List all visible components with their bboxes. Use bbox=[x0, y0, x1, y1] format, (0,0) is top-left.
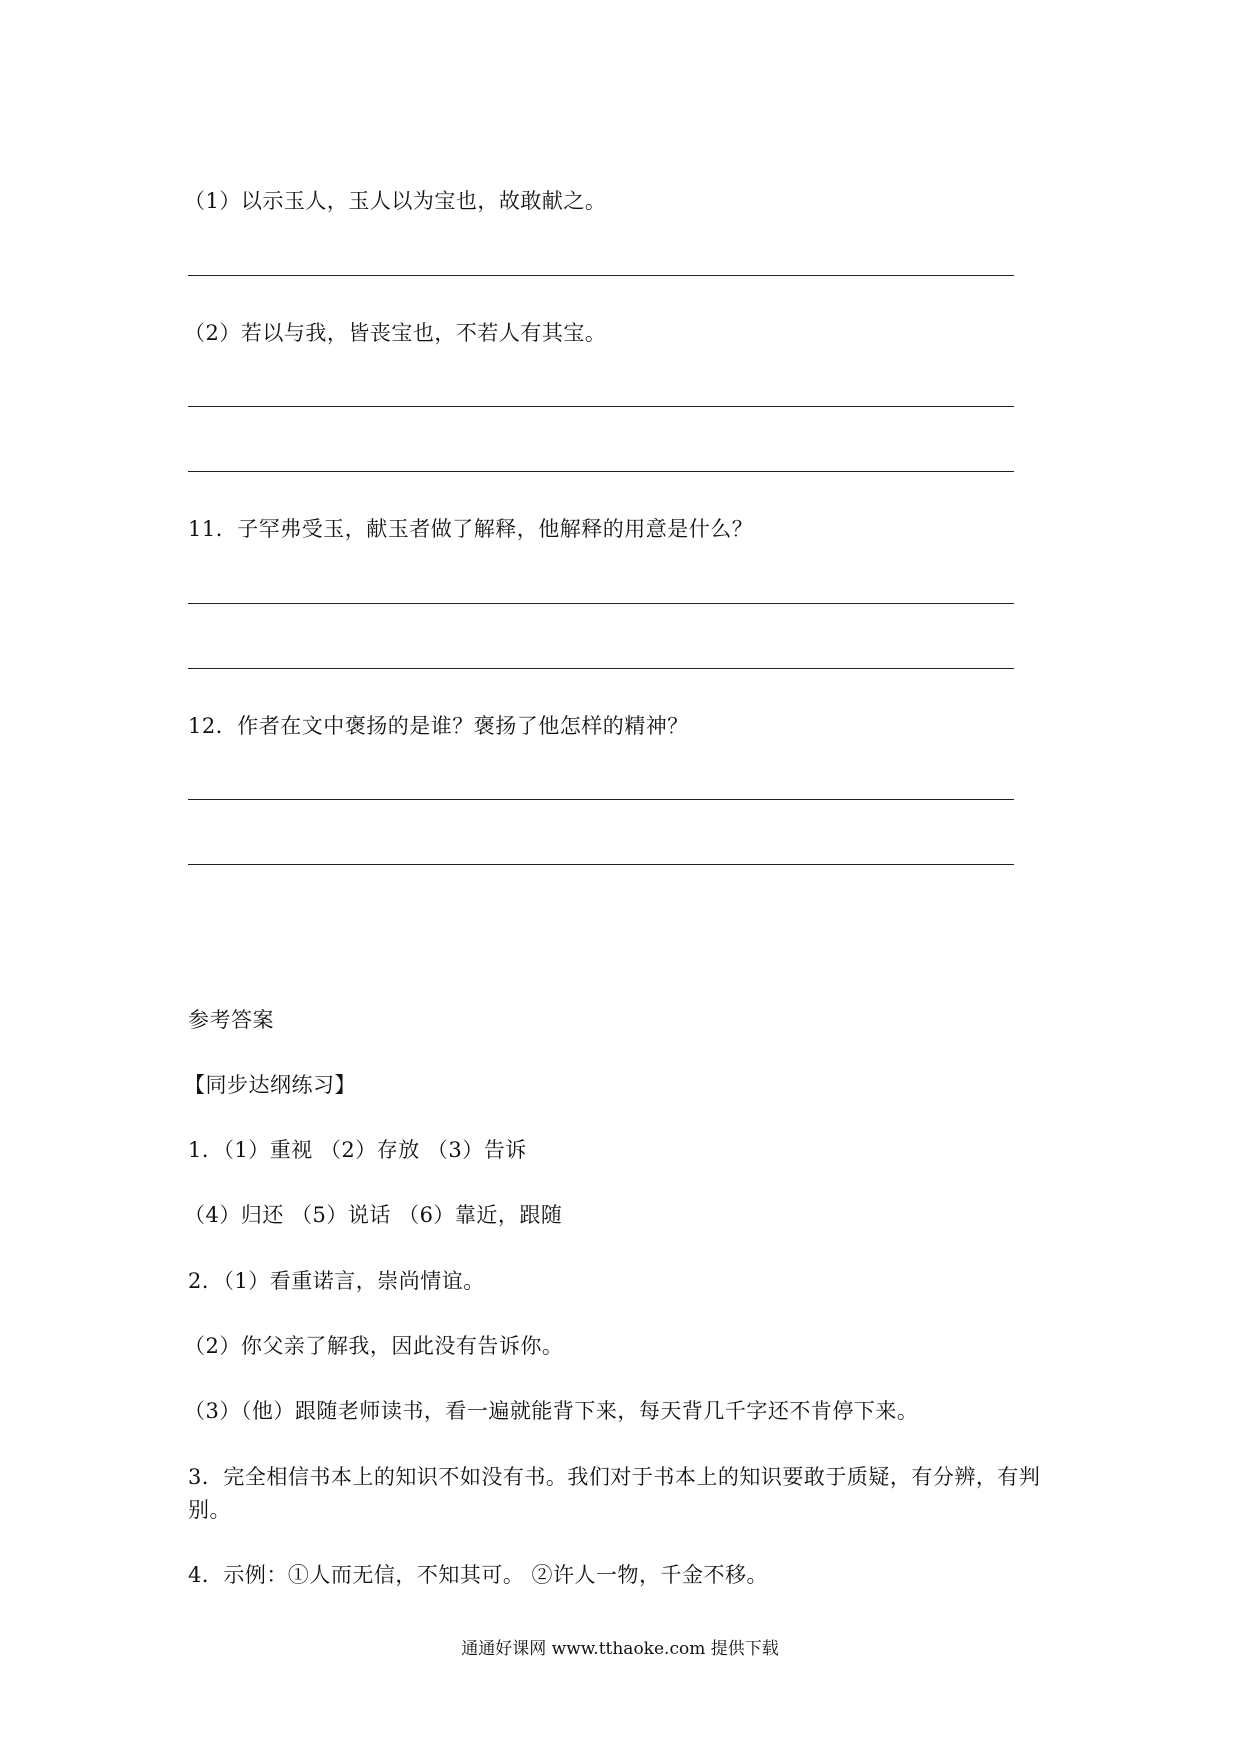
answer-4: 4．示例：①人而无信，不知其可。 ②许人一物，千金不移。 bbox=[188, 1563, 769, 1587]
answer-3: 3．完全相信书本上的知识不如没有书。我们对于书本上的知识要敢于质疑，有分辨，有判别。 bbox=[188, 1465, 1041, 1522]
footer-download-note[interactable]: 通通好课网 www.tthaoke.com 提供下载 bbox=[461, 1639, 779, 1659]
answers-heading: 参考答案 bbox=[188, 1008, 274, 1032]
question-10-2: （2）若以与我，皆丧宝也，不若人有其宝。 bbox=[184, 321, 607, 345]
answer-blank-line[interactable] bbox=[188, 275, 1014, 276]
answer-blank-line[interactable] bbox=[188, 471, 1014, 472]
question-12: 12．作者在文中褒扬的是谁？褒扬了他怎样的精神？ bbox=[188, 714, 689, 738]
answer-2-line-2: （2）你父亲了解我，因此没有告诉你。 bbox=[184, 1334, 564, 1358]
answer-blank-line[interactable] bbox=[188, 406, 1014, 407]
answer-blank-line[interactable] bbox=[188, 668, 1014, 669]
answer-blank-line[interactable] bbox=[188, 864, 1014, 865]
answer-1-line-2: （4）归还 （5）说话 （6）靠近，跟随 bbox=[184, 1203, 563, 1227]
answer-blank-line[interactable] bbox=[188, 603, 1014, 604]
answer-1-line-1: 1．（1）重视 （2）存放 （3）告诉 bbox=[188, 1138, 527, 1162]
answer-blank-line[interactable] bbox=[188, 799, 1014, 800]
answer-2-line-1: 2．（1）看重诺言，崇尚情谊。 bbox=[188, 1269, 485, 1293]
question-10-1: （1）以示玉人，玉人以为宝也，故敢献之。 bbox=[184, 189, 607, 213]
answer-2-line-3: （3）（他）跟随老师读书，看一遍就能背下来，每天背几千字还不肯停下来。 bbox=[184, 1399, 919, 1423]
answers-section-title: 【同步达纲练习】 bbox=[184, 1073, 356, 1097]
question-11: 11．子罕弗受玉，献玉者做了解释，他解释的用意是什么？ bbox=[188, 517, 754, 541]
